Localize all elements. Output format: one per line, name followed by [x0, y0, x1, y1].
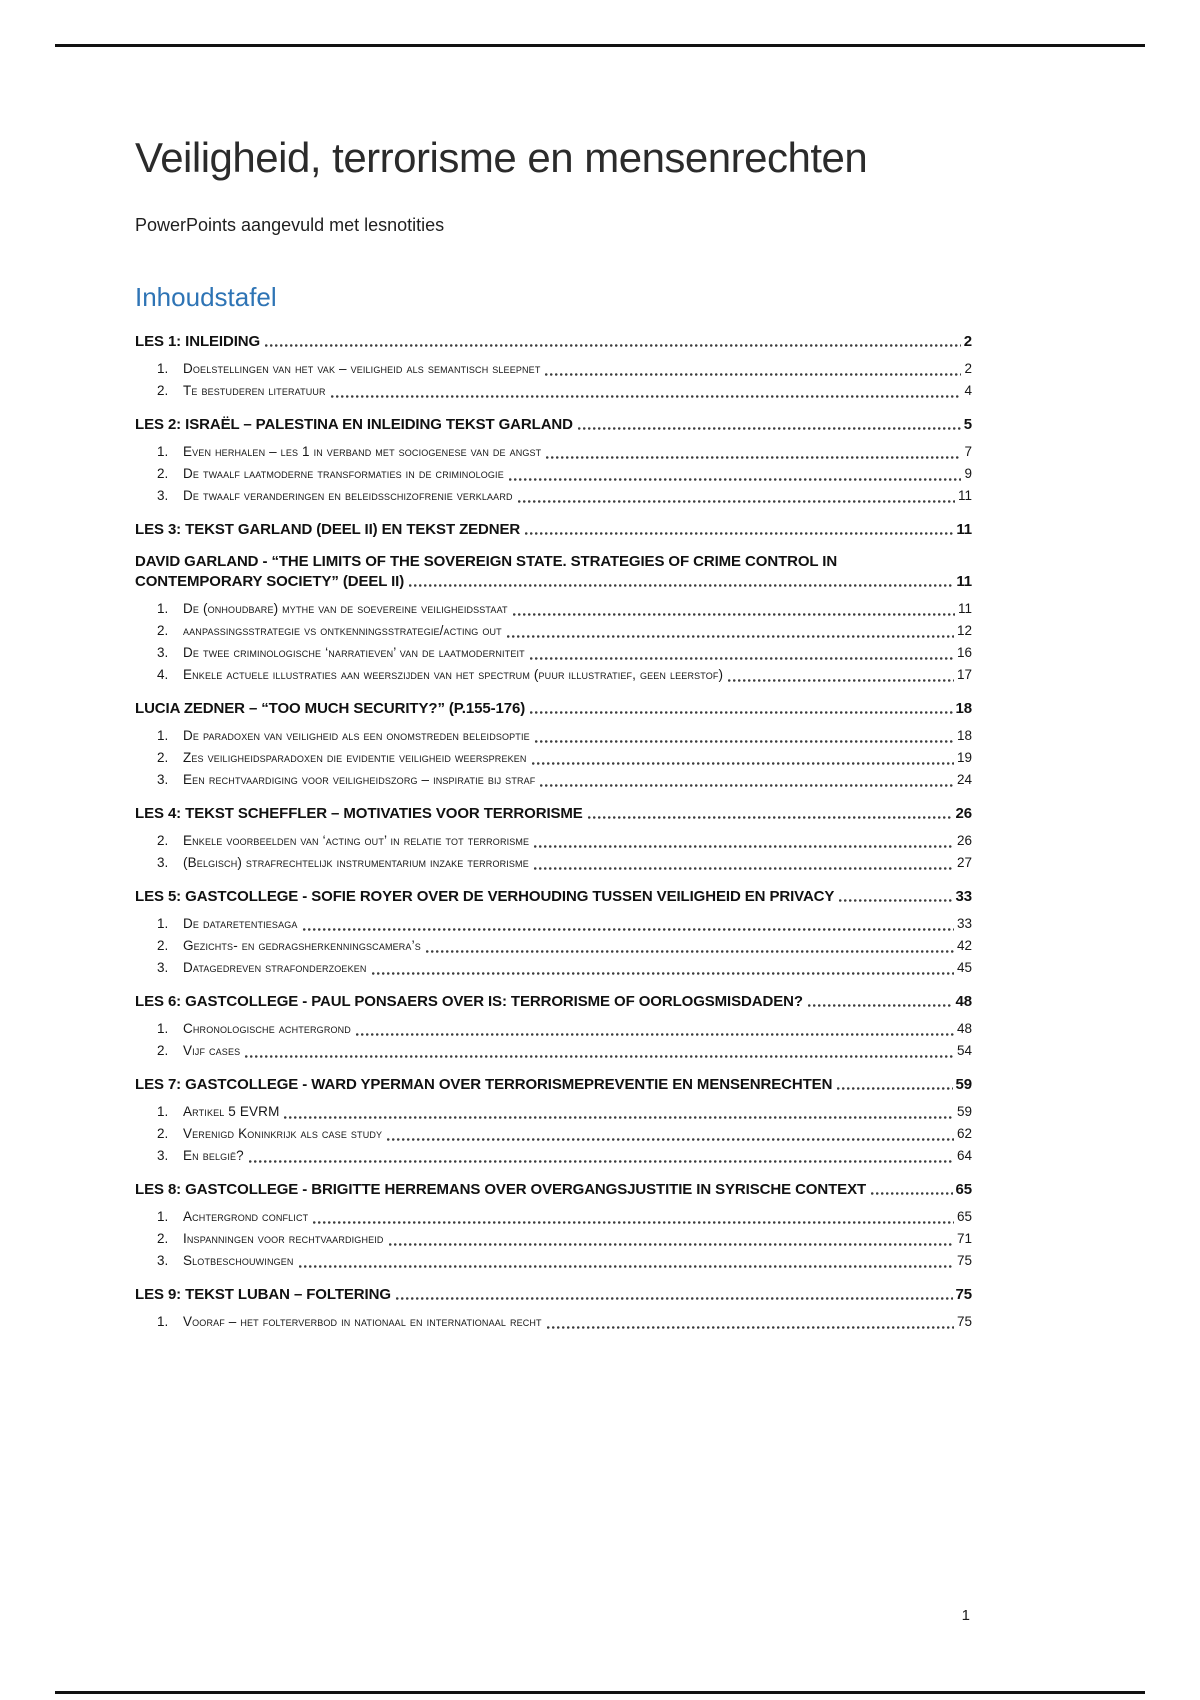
toc-subentry — [135, 463, 972, 485]
toc-entry-page-number: 75 — [955, 1285, 972, 1303]
toc-subentry — [135, 1311, 972, 1333]
toc-subentry-number: 1. — [157, 1313, 169, 1329]
toc-leader-dots — [409, 584, 953, 587]
toc-subentry-number: 3. — [157, 1147, 169, 1163]
toc-leader-dots — [808, 1004, 953, 1007]
toc-subentries — [135, 358, 972, 402]
toc-subentries — [135, 725, 972, 791]
toc-subentry-number: 1. — [157, 1208, 169, 1224]
toc-subentry-page-number: 16 — [956, 644, 972, 660]
toc-subentry-page-number: 7 — [964, 443, 972, 459]
toc-section — [135, 1076, 972, 1167]
toc-subentry-label: Te bestuderen literatuur — [183, 382, 326, 398]
top-border-rule — [55, 44, 1145, 47]
toc-leader-dots — [532, 762, 954, 765]
toc-leader-dots — [356, 1033, 954, 1036]
toc-subentry-page-number: 9 — [964, 465, 972, 481]
toc-subentry-page-number: 71 — [956, 1230, 972, 1246]
toc-entry-label: LES 8: GASTCOLLEGE - BRIGITTE HERREMANS OVER OVERGANGSJUSTITIE IN SYRISCHE CONTEXT — [135, 1180, 867, 1198]
toc-subentry-label: (Belgisch) strafrechtelijk instrumentarium inzake terrorisme — [183, 854, 529, 870]
toc-subentry — [135, 1228, 972, 1250]
toc-leader-dots — [245, 1055, 954, 1058]
toc-subentries — [135, 598, 972, 686]
toc-entry — [135, 1286, 972, 1303]
toc-subentry — [135, 957, 972, 979]
toc-leader-dots — [265, 344, 961, 347]
toc-subentry — [135, 769, 972, 791]
toc-entry — [135, 805, 972, 822]
toc-leader-dots — [837, 1087, 952, 1090]
toc-subentry — [135, 380, 972, 402]
toc-subentry — [135, 1101, 972, 1123]
toc-subentry-page-number: 33 — [956, 915, 972, 931]
toc-subentry-page-number: 26 — [956, 832, 972, 848]
toc-entry — [135, 521, 972, 538]
bottom-border-rule — [55, 1691, 1145, 1694]
toc-subentry — [135, 1250, 972, 1272]
toc-subentry-label: De (onhoudbare) mythe van de soevereine veiligheidsstaat — [183, 600, 508, 616]
toc-entry-label: CONTEMPORARY SOCIETY” (DEEL II) — [135, 572, 405, 590]
toc-entry-label-line1: DAVID GARLAND - “THE LIMITS OF THE SOVEREIGN STATE. STRATEGIES OF CRIME CONTROL IN — [135, 552, 838, 570]
toc-leader-dots — [535, 740, 954, 743]
toc-leader-dots — [249, 1160, 954, 1163]
toc-subentry — [135, 642, 972, 664]
toc-entry-label: LUCIA ZEDNER – “TOO MUCH SECURITY?” (P.155-176) — [135, 699, 526, 717]
toc-subentry-page-number: 2 — [964, 360, 972, 376]
toc-subentry-page-number: 17 — [956, 666, 972, 682]
toc-subentry — [135, 1206, 972, 1228]
toc-subentry — [135, 852, 972, 874]
toc-subentry-number: 3. — [157, 644, 169, 660]
toc-subentry-label: Een rechtvaardiging voor veiligheidszorg – inspiratie bij straf — [183, 771, 536, 787]
toc-leader-dots — [578, 427, 961, 430]
toc-subentry — [135, 1018, 972, 1040]
toc-leader-dots — [530, 711, 952, 714]
toc-entry-label: LES 5: GASTCOLLEGE - SOFIE ROYER OVER DE VERHOUDING TUSSEN VEILIGHEID EN PRIVACY — [135, 887, 835, 905]
toc-subentry — [135, 830, 972, 852]
toc-subentry-label: Verenigd Koninkrijk als case study — [183, 1125, 383, 1141]
toc-entry-page-number: 59 — [955, 1075, 972, 1093]
toc-subentry-label: De dataretentiesaga — [183, 915, 298, 931]
toc-entry — [135, 333, 972, 350]
toc-subentry-label: Inspanningen voor rechtvaardigheid — [183, 1230, 384, 1246]
toc-subentry-number: 3. — [157, 959, 169, 975]
toc-subentry — [135, 747, 972, 769]
toc-subentry-number: 2. — [157, 1125, 169, 1141]
toc-subentries — [135, 1311, 972, 1333]
toc-subentry — [135, 1040, 972, 1062]
toc-leader-dots — [509, 478, 962, 481]
toc-subentry — [135, 485, 972, 507]
toc-subentry-page-number: 24 — [956, 771, 972, 787]
toc-subentries — [135, 1206, 972, 1272]
toc-subentry-number: 1. — [157, 600, 169, 616]
toc-section — [135, 888, 972, 979]
document-title: Veiligheid, terrorisme en mensenrechten — [135, 134, 868, 181]
toc-entry-page-number: 26 — [955, 804, 972, 822]
toc-subentry-number: 1. — [157, 727, 169, 743]
toc-entry-page-number: 11 — [956, 572, 972, 590]
toc-leader-dots — [507, 635, 954, 638]
toc-subentry-page-number: 11 — [957, 600, 972, 616]
toc-subentry-page-number: 59 — [956, 1103, 972, 1119]
toc-subentry-label: Zes veiligheidsparadoxen die evidentie veiligheid weerspreken — [183, 749, 527, 765]
toc-leader-dots — [396, 1297, 953, 1300]
toc-leader-dots — [588, 816, 953, 819]
toc-subentry-page-number: 19 — [956, 749, 972, 765]
toc-section — [135, 552, 972, 686]
toc-subentry — [135, 358, 972, 380]
toc-subentry-page-number: 42 — [956, 937, 972, 953]
toc-leader-dots — [534, 867, 954, 870]
toc-entry-label: LES 9: TEKST LUBAN – FOLTERING — [135, 1285, 391, 1303]
toc-subentry-label: Enkele actuele illustraties aan weerszijden van het spectrum (puur illustratief, geen leerstof) — [183, 666, 724, 682]
toc-entry-page-number: 48 — [955, 992, 972, 1010]
toc-entry — [135, 1076, 972, 1093]
toc-subentries — [135, 913, 972, 979]
toc-leader-dots — [387, 1138, 954, 1141]
toc-subentry-page-number: 65 — [956, 1208, 972, 1224]
toc-subentry-label: Enkele voorbeelden van ‘acting out’ in relatie tot terrorisme — [183, 832, 530, 848]
toc-subentry-page-number: 4 — [964, 382, 972, 398]
toc-entry-page-number: 5 — [963, 415, 972, 433]
toc-subentry-number: 1. — [157, 360, 169, 376]
toc-subentry-number: 2. — [157, 937, 169, 953]
toc-entry-page-number: 65 — [955, 1180, 972, 1198]
toc-subentry — [135, 441, 972, 463]
toc-leader-dots — [284, 1116, 954, 1119]
document-subtitle: PowerPoints aangevuld met lesnotities — [135, 214, 445, 235]
toc-subentry-page-number: 45 — [956, 959, 972, 975]
toc-entry-label: LES 2: ISRAËL – PALESTINA EN INLEIDING TEKST GARLAND — [135, 415, 573, 433]
toc-subentry — [135, 664, 972, 686]
toc-leader-dots — [545, 373, 961, 376]
toc-entry-page-number: 18 — [955, 699, 972, 717]
toc-subentry-number: 2. — [157, 622, 169, 638]
toc-subentry-number: 3. — [157, 487, 169, 503]
toc-entry-label: LES 7: GASTCOLLEGE - WARD YPERMAN OVER TERRORISMEPREVENTIE EN MENSENRECHTEN — [135, 1075, 833, 1093]
toc-leader-dots — [303, 928, 954, 931]
toc-subentry-label: Achtergrond conflict — [183, 1208, 309, 1224]
toc-subentry-number: 2. — [157, 832, 169, 848]
toc-subentry — [135, 913, 972, 935]
toc-leader-dots — [313, 1221, 954, 1224]
toc-subentry-label: De twaalf veranderingen en beleidsschizofrenie verklaard — [183, 487, 513, 503]
toc-subentry-label: Slotbeschouwingen — [183, 1252, 294, 1268]
toc-subentry-label: Gezichts- en gedragsherkenningscamera’s — [183, 937, 421, 953]
toc-subentry-number: 3. — [157, 854, 169, 870]
toc-leader-dots — [372, 972, 954, 975]
toc-subentry-page-number: 12 — [956, 622, 972, 638]
toc-leader-dots — [525, 532, 953, 535]
toc-leader-dots — [839, 899, 952, 902]
toc-subentries — [135, 830, 972, 874]
toc-subentry — [135, 598, 972, 620]
toc-subentry-label: aanpassingsstrategie vs ontkenningsstrategie/acting out — [183, 622, 502, 638]
toc-subentry-page-number: 62 — [956, 1125, 972, 1141]
toc-subentry — [135, 935, 972, 957]
toc-section — [135, 993, 972, 1062]
toc-entry-label: LES 6: GASTCOLLEGE - PAUL PONSAERS OVER IS: TERRORISME OF OORLOGSMISDADEN? — [135, 992, 803, 1010]
toc-subentry-label: Chronologische achtergrond — [183, 1020, 351, 1036]
toc-leader-dots — [299, 1265, 954, 1268]
toc-subentry-label: De twaalf laatmoderne transformaties in de criminologie — [183, 465, 504, 481]
toc-entry-page-number: 11 — [956, 520, 972, 538]
toc-leader-dots — [426, 950, 954, 953]
toc-subentry-label: Artikel 5 EVRM — [183, 1103, 280, 1119]
toc-subentries — [135, 441, 972, 507]
toc-entry-label: LES 4: TEKST SCHEFFLER – MOTIVATIES VOOR TERRORISME — [135, 804, 583, 822]
toc-leader-dots — [871, 1192, 952, 1195]
toc-leader-dots — [534, 845, 954, 848]
toc-entry — [135, 573, 972, 590]
toc-section — [135, 700, 972, 791]
toc-subentries — [135, 1101, 972, 1167]
toc-entry — [135, 888, 972, 905]
toc-section — [135, 416, 972, 507]
toc-subentry-page-number: 11 — [957, 487, 972, 503]
toc-subentry-number: 1. — [157, 1020, 169, 1036]
toc-subentry-page-number: 64 — [956, 1147, 972, 1163]
toc-section — [135, 805, 972, 874]
toc-subentry-number: 3. — [157, 1252, 169, 1268]
toc-entry-label: LES 3: TEKST GARLAND (DEEL II) EN TEKST ZEDNER — [135, 520, 521, 538]
toc-entry-page-number: 33 — [955, 887, 972, 905]
toc-subentry — [135, 620, 972, 642]
toc-subentry-page-number: 75 — [956, 1313, 972, 1329]
toc-subentry-page-number: 48 — [956, 1020, 972, 1036]
toc-subentry-page-number: 54 — [956, 1042, 972, 1058]
toc-section — [135, 1181, 972, 1272]
toc-subentry-number: 2. — [157, 1042, 169, 1058]
toc-subentry-number: 2. — [157, 749, 169, 765]
toc-subentry-page-number: 27 — [956, 854, 972, 870]
toc-entry — [135, 1181, 972, 1198]
toc-section — [135, 1286, 972, 1333]
toc-subentry-number: 3. — [157, 771, 169, 787]
toc-subentry — [135, 725, 972, 747]
toc-heading: Inhoudstafel — [135, 281, 277, 312]
toc-entry — [135, 993, 972, 1010]
toc-subentry-label: De twee criminologische ‘narratieven’ van de laatmoderniteit — [183, 644, 525, 660]
toc-leader-dots — [546, 456, 961, 459]
toc-subentry-label: En belgië? — [183, 1147, 244, 1163]
toc-subentry-label: Even herhalen – les 1 in verband met sociogenese van de angst — [183, 443, 542, 459]
toc-subentry-page-number: 18 — [956, 727, 972, 743]
toc-subentry-label: De paradoxen van veiligheid als een onomstreden beleidsoptie — [183, 727, 530, 743]
toc-entry — [135, 416, 972, 433]
toc-entry-label: LES 1: INLEIDING — [135, 332, 261, 350]
toc-subentry — [135, 1145, 972, 1167]
toc-section — [135, 333, 972, 402]
toc-subentry-number: 2. — [157, 1230, 169, 1246]
toc-subentry-number: 1. — [157, 443, 169, 459]
toc-leader-dots — [547, 1326, 954, 1329]
toc-leader-dots — [518, 500, 955, 503]
toc-entry — [135, 700, 972, 717]
toc-subentry-page-number: 75 — [956, 1252, 972, 1268]
toc-leader-dots — [728, 679, 954, 682]
footer-page-number: 1 — [961, 1607, 970, 1624]
toc-subentry-number: 1. — [157, 915, 169, 931]
toc-section — [135, 521, 972, 538]
toc-leader-dots — [389, 1243, 954, 1246]
toc-leader-dots — [513, 613, 955, 616]
toc-entry-page-number: 2 — [963, 332, 972, 350]
toc-subentry-label: Vooraf – het folterverbod in nationaal en internationaal recht — [183, 1313, 542, 1329]
toc-subentry-number: 2. — [157, 382, 169, 398]
toc-leader-dots — [331, 395, 962, 398]
toc-subentry — [135, 1123, 972, 1145]
toc — [135, 333, 972, 1333]
toc-subentry-number: 1. — [157, 1103, 169, 1119]
toc-subentry-number: 4. — [157, 666, 169, 682]
toc-leader-dots — [530, 657, 954, 660]
toc-subentry-label: Vijf cases — [183, 1042, 241, 1058]
toc-subentry-label: Datagedreven strafonderzoeken — [183, 959, 367, 975]
toc-leader-dots — [540, 784, 954, 787]
toc-subentries — [135, 1018, 972, 1062]
toc-subentry-number: 2. — [157, 465, 169, 481]
toc-subentry-label: Doelstellingen van het vak – veiligheid als semantisch sleepnet — [183, 360, 541, 376]
